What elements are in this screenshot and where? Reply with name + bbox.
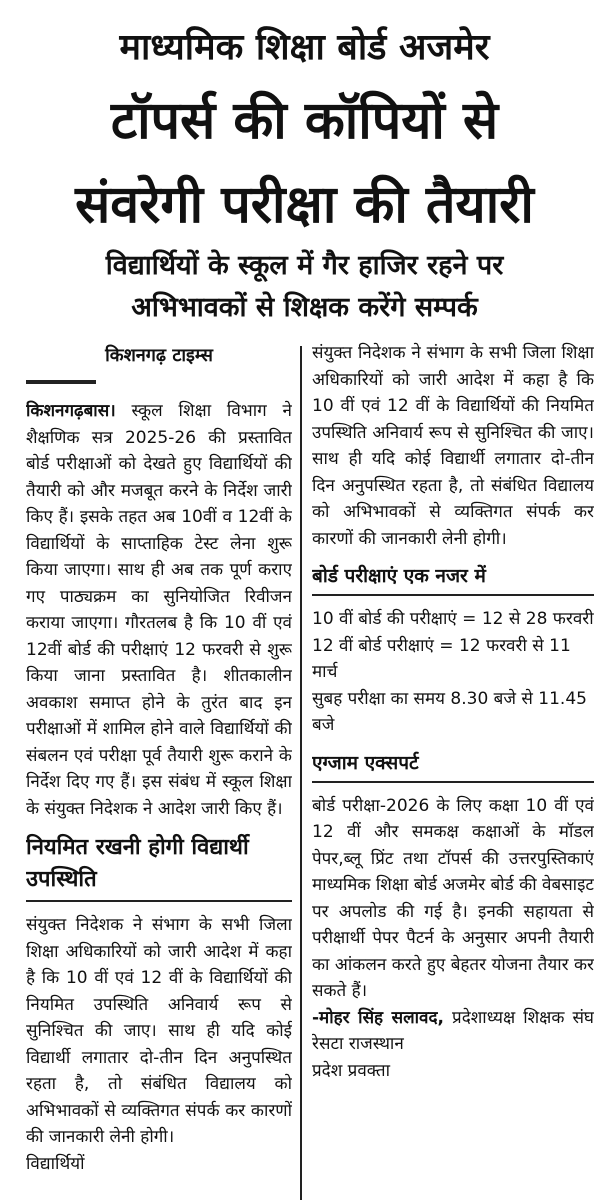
signature-fragment: प्रदेश प्रवक्ता xyxy=(312,1060,390,1081)
subhead-rule xyxy=(312,781,594,783)
glance-line: 12 वीं बोर्ड परीक्षाएं = 12 फरवरी से 11 मार्च xyxy=(312,635,571,682)
paragraph-1 xyxy=(26,398,292,822)
subhead-expert: एग्जाम एक्सपर्ट xyxy=(312,751,419,774)
subheadline-line-1: विद्यार्थियों के स्कूल में गैर हाजिर रहने पर xyxy=(105,250,504,281)
headline-line-1: माध्यमिक शिक्षा बोर्ड अजमेर xyxy=(119,27,490,68)
column-divider xyxy=(300,346,302,1200)
headline-line-2: टॉपर्स की कॉपियों से xyxy=(110,91,499,151)
glance-line: सुबह परीक्षा का समय 8.30 बजे से 11.45 बजे xyxy=(312,688,587,735)
subhead-rule xyxy=(26,900,292,902)
paragraph-2-continued: संयुक्त निदेशक ने संभाग के सभी जिला शिक्षा अधिकारियों को जारी आदेश में कहा है कि 10 वीं एवं 12 वीं के विद्यार्थियों की नियमित उपस्थिति अनिवार्य रूप से सुनिश्चित की जाए। साथ ही यदि कोई विद्यार्थी लगातार दो-तीन दिन अनुपस्थित रहता है, तो संबंधित विद्यालय को अभिभावकों से व्यक्तिगत संपर्क कर कारणों की जानकारी लेनी होगी। xyxy=(312,343,594,549)
subheadline-line-2: अभिभावकों से शिक्षक करेंगे सम्पर्क xyxy=(131,292,478,323)
dateline: किशनगढ़बास। xyxy=(26,401,116,421)
paragraph-3: बोर्ड परीक्षा-2026 के लिए कक्षा 10 वीं एवं 12 वीं और समकक्ष कक्षाओं के मॉडल पेपर,ब्लू प्रिंट तथा टॉपर्स की उत्तरपुस्तिकाएं माध्यमिक शिक्षा बोर्ड अजमेर बोर्ड की वेबसाइट पर अपलोड की गई है। इनकी सहायता से परीक्षार्थी पेपर पैटर्न के अनुसार अपनी तैयारी का आंकलन करते हुए बेहतर योजना तैयार कर सकते हैं। xyxy=(312,795,594,1001)
subhead-glance: बोर्ड परीक्षाएं एक नजर में xyxy=(312,565,486,587)
glance-line: 10 वीं बोर्ड की परीक्षाएं = 12 से 28 फरवरी xyxy=(312,609,594,629)
right-column xyxy=(312,340,594,1200)
signature-role: प्रदेशाध्यक्ष शिक्षक संघ रेसटा राजस्थान xyxy=(312,1007,594,1054)
byline: किशनगढ़ टाइम्स xyxy=(105,345,213,366)
signature-name: -मोहर सिंह सलावद, xyxy=(312,1007,444,1028)
headline-line-3: संवरेगी परीक्षा की तैयारी xyxy=(75,175,534,235)
paragraph-2-fragment: विद्यार्थियों xyxy=(26,1153,85,1174)
byline-bar xyxy=(26,380,96,384)
subhead-rule xyxy=(312,594,594,596)
left-column xyxy=(26,340,292,1200)
subhead-attendance: नियमित रखनी होगी विद्यार्थी उपस्थिति xyxy=(26,835,249,892)
paragraph-2: संयुक्त निदेशक ने संभाग के सभी जिला शिक्षा अधिकारियों को जारी आदेश में कहा है कि 10 वीं एवं 12 वीं के विद्यार्थियों की नियमित उपस्थिति अनिवार्य रूप से सुनिश्चित की जाए। साथ ही यदि कोई विद्यार्थी लगातार दो-तीन दिन अनुपस्थित रहता है, तो संबंधित विद्यालय को अभिभावकों से व्यक्तिगत संपर्क कर कारणों की जानकारी लेनी होगी। xyxy=(26,915,292,1147)
signature-line xyxy=(312,1005,594,1058)
paragraph-1-text: स्कूल शिक्षा विभाग ने शैक्षणिक सत्र 2025-26 की प्रस्तावित बोर्ड परीक्षाओं को देखते हुए विद्यार्थियों की तैयारी को और मजबूत करने के निर्देश जारी किए हैं। इसके तहत अब 10वीं व 12वीं के विद्यार्थियों के साप्ताहिक टेस्ट लेना शुरू किया जाएगा। साथ ही अब तक पूर्ण कराए गए पाठ्यक्रम का सुनियोजित रिवीजन कराया जाएगा। गौरतलब है कि 10 वीं एवं 12वीं बोर्ड की परीक्षाएं 12 फरवरी से शुरू किया जाना प्रस्तावित है। शीतकालीन अवकाश समाप्त होने के तुरंत बाद इन परीक्षाओं में शामिल होने वाले विद्यार्थियों की संबलन एवं परीक्षा पूर्व तैयारी शुरू कराने के निर्देश दिए गए हैं। इस संबंध में स्कूल शिक्षा के संयुक्त निदेशक ने आदेश जारी किए हैं। xyxy=(26,401,292,819)
